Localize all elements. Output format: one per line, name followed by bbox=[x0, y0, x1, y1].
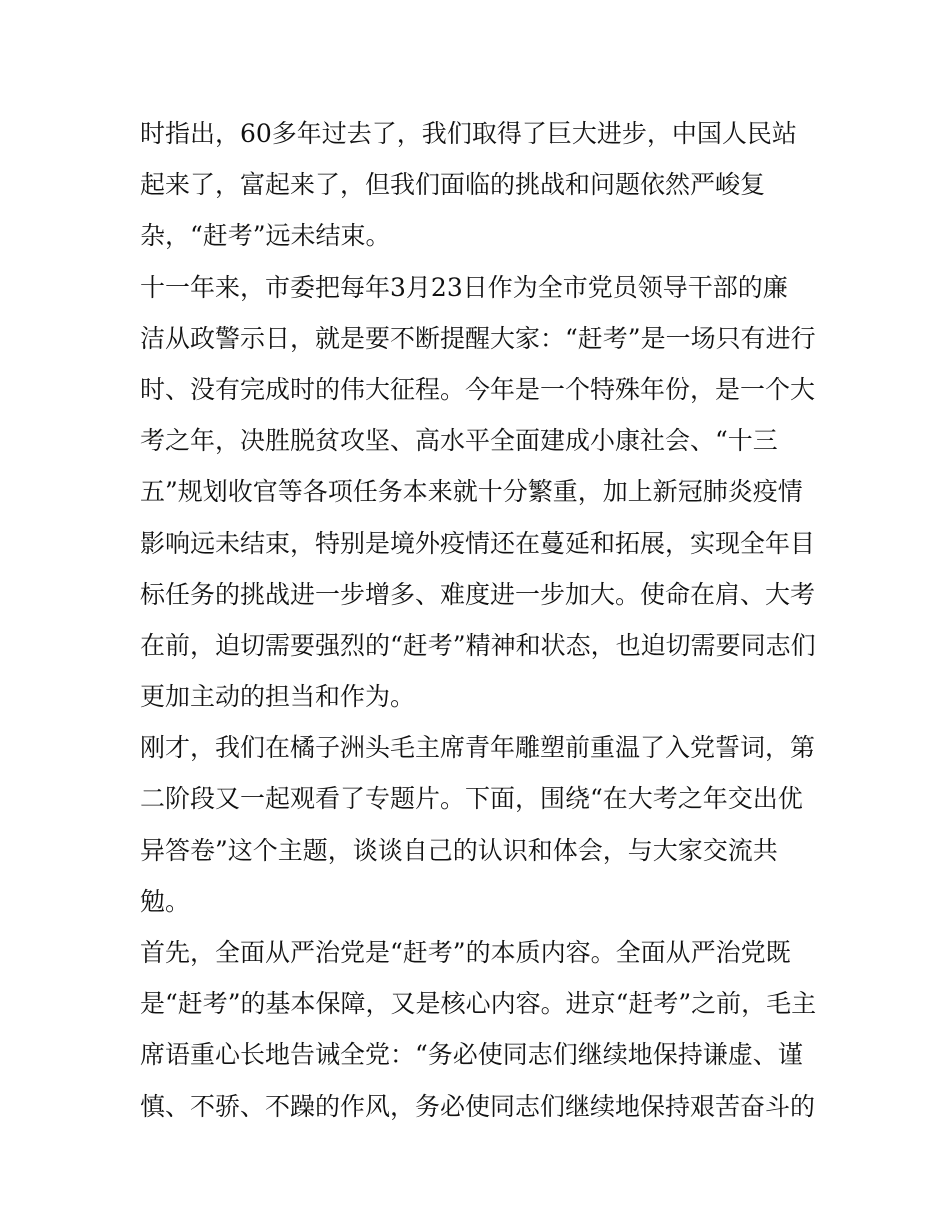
body-text bbox=[140, 108, 820, 1132]
text-line: 五”规划收官等各项任务本来就十分繁重，加上新冠肺炎疫情 bbox=[140, 477, 803, 507]
text-line: 标任务的挑战进一步增多、难度进一步加大。使命在肩、大考 bbox=[140, 579, 816, 609]
text-line: 是“赶考”的基本保障，又是核心内容。进京“赶考”之前，毛主 bbox=[140, 989, 817, 1019]
text-line: 席语重心长地告诫全党：“务必使同志们继续地保持谦虚、谨 bbox=[140, 1040, 803, 1070]
text-line: 首先，全面从严治党是“赶考”的本质内容。全面从严治党既 bbox=[140, 938, 791, 967]
text-line: 洁从政警示日，就是要不断提醒大家：“赶考”是一场只有进行 bbox=[140, 323, 816, 353]
text-line: 异答卷”这个主题，谈谈自己的认识和体会，与大家交流共 bbox=[140, 835, 778, 865]
text-line: 刚才，我们在橘子洲头毛主席青年雕塑前重温了入党誓词，第 bbox=[140, 733, 816, 763]
text-line: 十一年来，市委把每年3月23日作为全市党员领导干部的廉 bbox=[140, 272, 788, 302]
text-line: 时、没有完成时的伟大征程。今年是一个特殊年份，是一个大 bbox=[140, 374, 816, 404]
text-line: 二阶段又一起观看了专题片。下面，围绕“在大考之年交出优 bbox=[140, 784, 803, 814]
text-line: 勉。 bbox=[140, 886, 191, 916]
text-line: 更加主动的担当和作为。 bbox=[140, 682, 416, 712]
text-line: 杂，“赶考”远未结束。 bbox=[140, 221, 391, 251]
text-line: 时指出，60多年过去了，我们取得了巨大进步，中国人民站 bbox=[140, 119, 797, 148]
text-line: 考之年，决胜脱贫攻坚、高水平全面建成小康社会、“十三 bbox=[140, 426, 778, 456]
text-line: 起来了，富起来了，但我们面临的挑战和问题依然严峻复 bbox=[140, 170, 766, 200]
text-line: 慎、不骄、不躁的作风，务必使同志们继续地保持艰苦奋斗的 bbox=[140, 1091, 816, 1121]
text-line: 影响远未结束，特别是境外疫情还在蔓延和拓展，实现全年目 bbox=[140, 528, 816, 558]
text-line: 在前，迫切需要强烈的“赶考”精神和状态，也迫切需要同志们 bbox=[140, 630, 816, 660]
